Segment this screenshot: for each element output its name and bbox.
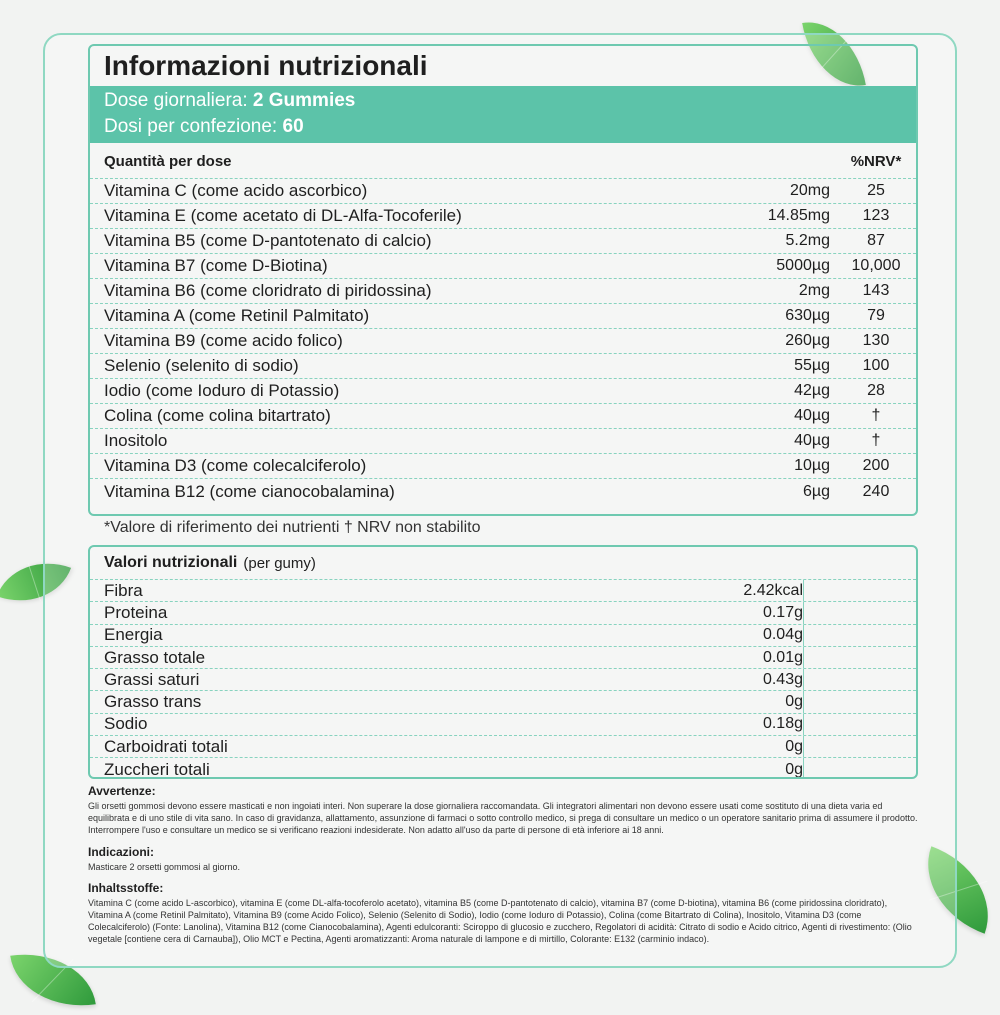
nutrient-name: Vitamina B6 (come cloridrato di piridossina) [104,281,432,300]
nutrient-nrv: 130 [862,332,890,349]
nutrient-name: Selenio (selenito di sodio) [104,356,299,375]
vitamin-table-header [90,145,916,179]
table-row [90,736,916,758]
nutrient-nrv: 10,000 [851,257,901,274]
table-row [90,429,916,454]
nutrient-amount: 10µg [794,457,830,474]
table-row [90,179,916,204]
nutrient-name: Sodio [104,714,148,734]
nutrition-values-title: Valori nutrizionali [104,554,238,571]
nutrient-amount: 5000µg [776,257,830,274]
table-row [90,329,916,354]
page-title: Informazioni nutrizionali [104,50,428,81]
nutrient-name: Iodio (come Ioduro di Potassio) [104,381,340,400]
nutrient-amount: 0g [683,758,804,779]
nutrient-name: Vitamina C (come acido ascorbico) [104,181,368,200]
nutrient-amount: 0g [683,691,804,712]
daily-dose-value: 2 Gummies [252,90,356,111]
nutrient-amount: 6µg [802,482,830,500]
nutrient-name: Colina (come colina bitartrato) [104,406,331,425]
nutrient-name: Grasso trans [104,692,202,712]
nutrient-name: Vitamina B9 (come acido folico) [104,331,343,350]
nutrient-amount: 0.01g [683,647,804,668]
table-row [90,479,916,504]
nutrition-values-header [90,547,916,580]
table-row [90,454,916,479]
nutrient-nrv: 100 [862,357,890,374]
header-quantity: Quantità per dose [104,153,232,170]
warnings-title: Avvertenze: [88,784,156,798]
nutrient-name: Grasso totale [104,647,206,667]
table-row [90,758,916,779]
nutrient-amount: 0g [683,736,804,757]
table-row [90,404,916,429]
servings-per-pack [104,114,902,140]
nutrient-nrv: 87 [867,232,885,249]
nutrient-amount: 2.42kcal [683,580,804,601]
nutrient-name: Vitamina A (come Retinil Palmitato) [104,306,370,325]
table-row [90,625,916,647]
nutrient-name: Zuccheri totali [104,759,210,779]
directions-text: Masticare 2 orsetti gommosi al giorno. [88,862,241,872]
nutrient-name: Energia [104,625,163,645]
nutrient-name: Vitamina B5 (come D-pantotenato di calcio) [104,231,432,250]
nutrient-amount: 40µg [794,407,830,424]
nutrient-nrv: 200 [862,457,890,474]
nutrient-name: Proteina [104,602,168,622]
nutrient-nrv: † [871,432,881,449]
nutrient-nrv: 28 [867,382,885,399]
nutrient-name: Inositolo [104,431,168,450]
table-row [90,254,916,279]
directions-section [88,846,918,873]
nutrient-amount: 14.85mg [767,207,830,224]
nutrient-name: Carboidrati totali [104,736,228,756]
servings-label: Dosi per confezione: [104,116,283,137]
vitamin-table [90,145,916,504]
table-row [90,691,916,713]
nutrient-amount: 55µg [794,357,830,374]
nutrient-nrv: 25 [867,182,885,199]
table-row [90,304,916,329]
nutrient-amount: 0.17g [683,602,804,623]
nutrient-name: Vitamina D3 (come colecalciferolo) [104,456,367,475]
nutrient-nrv: 143 [862,282,890,299]
ingredients-text: Vitamina C (come acido L-ascorbico), vitamina E (come DL-alfa-tocoferolo acetato), vitamina B5 (come D-pantotenato di calcio), vitamina B7 (come D-biotina), vitamina B6 (come piridossina cloridrato), Vitamina A (come Retinil Palmitato), Vitamina B9 (come Acido Folico), Selenio (Selenito di Sodio), Iodio (come Ioduro di Potassio), Colina (come Bitartrato di Colina), Inositolo, Vitamina D3 (come Colecalciferolo) (Fonte: Lanolina), Vitamina B12 (come Cianocobalamina), Agenti edulcoranti: Sciroppo di glucosio e zucchero, Regolatori di acidità: Citrato di sodio e Acido citrico, Agenti di rivestimento: (Olio vegetale [contiene cera di Carnauba]), Olio MCT e Pectina, Agenti aromatizzanti: Aroma naturale di lampone e di mirtillo, Colorante: E132 (carminio indaco). [88,898,912,944]
nutrient-amount: 260µg [785,332,830,349]
nutrient-nrv: 123 [862,207,890,224]
nutrient-nrv: 79 [867,307,885,324]
nutrient-nrv: † [871,407,881,424]
table-row [90,580,916,602]
table-row [90,354,916,379]
table-row [90,204,916,229]
nutrient-amount: 2mg [798,282,830,299]
warnings-section [88,785,918,836]
nutrient-amount: 0.18g [683,714,804,735]
table-row [90,379,916,404]
nutrient-amount: 20mg [789,182,830,199]
nutrient-name: Vitamina E (come acetato di DL-Alfa-Tocoferile) [104,206,462,225]
table-row [90,647,916,669]
nutrient-nrv: 240 [862,482,890,500]
nutrient-amount: 630µg [785,307,830,324]
nutrient-amount: 40µg [794,432,830,449]
table-row [90,602,916,624]
daily-dose-label: Dose giornaliera: [104,90,253,111]
ingredients-section [88,882,918,945]
nutrition-facts-box [88,44,918,516]
nutrient-name: Grassi saturi [104,669,200,689]
nutrient-amount: 0.04g [683,625,804,646]
nutrient-amount: 5.2mg [785,232,830,249]
nutrition-values-box [88,545,918,779]
nutrient-name: Fibra [104,580,143,600]
dose-band [90,86,916,143]
servings-value: 60 [282,116,304,137]
daily-dose [104,88,902,114]
nutrient-name: Vitamina B7 (come D-Biotina) [104,256,328,275]
nutrient-name: Vitamina B12 (come cianocobalamina) [104,481,395,501]
table-row [90,279,916,304]
nutrient-amount: 0.43g [683,669,804,690]
nutrient-amount: 42µg [794,382,830,399]
warnings-text: Gli orsetti gommosi devono essere masticati e non ingoiati interi. Non superare la dose giornaliera raccomandata. Gli integratori alimentari non devono essere usati come sostituto di una dieta varia ed equilibrata e di uno stile di vita sano. In caso di gravidanza, allattamento, assunzione di farmaci o sotto controllo medico, si prega di consultare un medico o un operatore sanitario prima di assumere il prodotto. Interrompere l'uso e consultare un medico se si verificano reazioni indesiderate. Non adatto all'uso da parte di persone di età inferiore ai 18 anni. [88,801,918,835]
table-row [90,669,916,691]
header-nrv: %NRV* [850,153,902,170]
directions-title: Indicazioni: [88,845,154,859]
table-row [90,714,916,736]
nutrition-values-subtitle: (per gumy) [243,554,316,572]
nrv-footnote: *Valore di riferimento dei nutrienti † NRV non stabilito [104,519,481,536]
ingredients-title: Inhaltsstoffe: [88,881,164,895]
nutrition-values-table [90,580,916,779]
table-row [90,229,916,254]
